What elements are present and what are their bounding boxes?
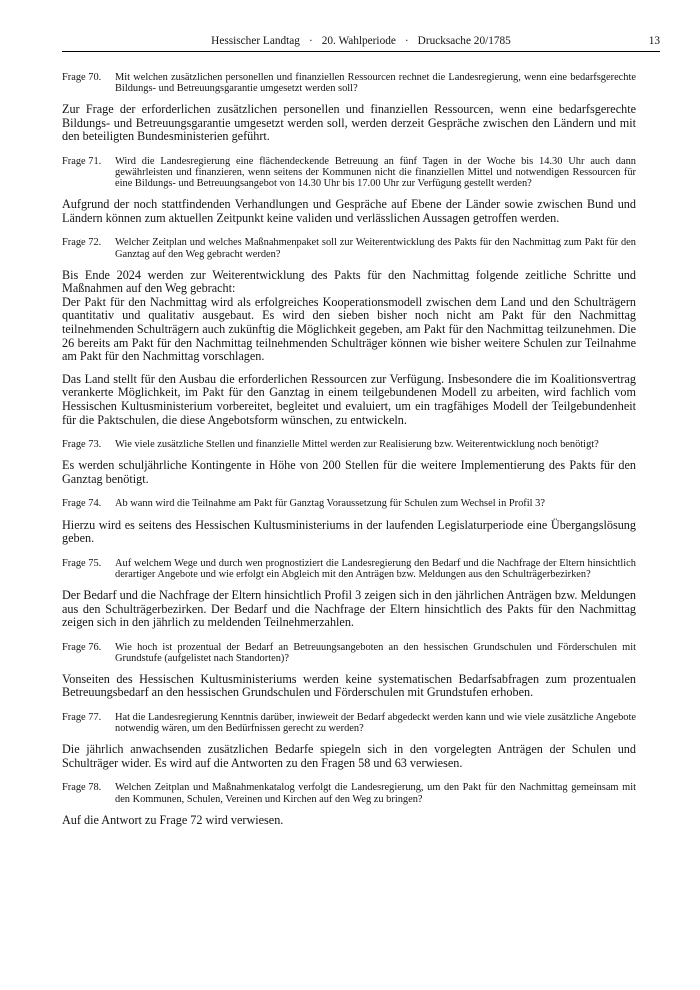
header-publisher: Hessischer Landtag: [211, 35, 300, 47]
question-text: Ab wann wird die Teilnahme am Pakt für Ganztag Voraussetzung für Schulen zum Wechsel in Profil 3?: [115, 498, 545, 510]
header-separator: ·: [308, 35, 313, 47]
answer-paragraph: Der Pakt für den Nachmittag wird als erfolgreiches Kooperationsmodell zwischen dem Land und den Schulträgern quantitativ und qualitativ ausgebaut. Es wird den sieben bisher noch nicht am Pakt für den Nachmittag teilnehmenden Schulträgern auch zukünftig die Möglichkeit gegeben, am Pakt für den Nachmittag teilzunehmen. Die 26 bereits am Pakt für den Nachmittag teilnehmenden Schulträger können wie bisher weitere Schulen zur Teilnahme am Pakt für den Nachmittag vorschlagen.: [62, 294, 636, 364]
answer-paragraph: Die jährlich anwachsenden zusätzlichen Bedarfe spiegeln sich in den vorgelegten Anträgen der Schulen und Schulträger wider. Es wird auf die Antworten zu den Fragen 58 und 63 verwiesen.: [62, 742, 636, 770]
answer-paragraph: Das Land stellt für den Ausbau die erforderlichen Ressourcen zur Verfügung. Insbesondere die im Koalitionsvertrag verankerte Möglichkeit, im Pakt für den Ganztag in einem teilgebundenen Modell zu arbeiten, wird fachlich vom Hessischen Kultusministerium vorbereitet, begleitet und evaluiert, um ein tragfähiges Modell der Teilgebundenheit für die Paktschulen, die diese Angebotsform wünschen, zu entwickeln.: [62, 371, 636, 427]
answer-paragraph: Aufgrund der noch stattfindenden Verhandlungen und Gespräche auf Ebene der Länder sowie zwischen Bund und Ländern können zum aktuellen Zeitpunkt keine validen und verlässlichen Aussagen getroffen werden.: [62, 197, 636, 225]
answer-paragraph: Auf die Antwort zu Frage 72 wird verwiesen.: [62, 812, 284, 827]
question-block-73: [62, 439, 636, 450]
answer-paragraph: Bis Ende 2024 werden zur Weiterentwicklung des Pakts für den Nachmittag folgende zeitliche Schritte und Maßnahmen auf den Weg gebracht:: [62, 267, 636, 296]
question-block-72: [62, 237, 636, 259]
question-label: Frage 71.: [62, 155, 102, 167]
question-label: Frage 70.: [62, 72, 102, 83]
question-label: Frage 73.: [62, 439, 102, 451]
question-label: Frage 72.: [62, 237, 102, 249]
header-document-number: Drucksache 20/1785: [417, 35, 511, 47]
header-separator: ·: [404, 35, 409, 47]
question-label: Frage 78.: [62, 782, 102, 794]
question-text: Auf welchem Wege und durch wen prognostiziert die Landesregierung den Bedarf und die Nachfrage der Eltern hinsichtlich derartiger Angebote und wie erfolgt ein Abgleich mit den Anträgen bzw. Meldungen aus den Schulträgerbezirken?: [115, 557, 636, 580]
header-period: 20. Wahlperiode: [321, 35, 396, 47]
question-block-75: [62, 558, 636, 580]
page-header: [62, 34, 660, 49]
question-block-78: [62, 782, 636, 804]
question-text: Welcher Zeitplan und welches Maßnahmenpaket soll zur Weiterentwicklung des Pakts für den Nachmittag zum Pakt für den Ganztag auf den Weg gebracht werden?: [115, 237, 636, 260]
answer-paragraph: Zur Frage der erforderlichen zusätzlichen personellen und finanziellen Ressourcen, wenn eine bedarfsgerechte Bildungs- und Betreuungsgarantie umgesetzt werden soll, werden derzeit Gespräche zwischen den Ländern und mit den beteiligten Bundesministerien geführt.: [62, 102, 636, 144]
question-block-71: [62, 156, 636, 189]
question-label: Frage 76.: [62, 641, 102, 653]
question-block-76: [62, 642, 636, 664]
question-label: Frage 74.: [62, 498, 102, 510]
answer-paragraph: Es werden schuljährliche Kontingente in Höhe von 200 Stellen für die weitere Implementierung des Pakts für den Ganztag benötigt.: [62, 458, 636, 486]
question-label: Frage 77.: [62, 712, 102, 724]
question-text: Welchen Zeitplan und Maßnahmenkatalog verfolgt die Landesregierung, um den Pakt für den Nachmittag gemeinsam mit den Kommunen, Schulen, Vereinen und Kirchen auf den Weg zu bringen?: [115, 782, 636, 805]
answer-paragraph: Vonseiten des Hessischen Kultusministeriums werden keine systematischen Bedarfsabfragen zum prozentualen Betreuungsbedarf an den hessischen Grundschulen und Förderschulen mit Grundstufen erhoben.: [62, 671, 636, 700]
question-block-74: [62, 498, 636, 509]
answer-paragraph: Hierzu wird es seitens des Hessischen Kultusministeriums in der laufenden Legislaturperiode eine Übergangslösung geben.: [62, 517, 636, 546]
question-block-70: [62, 72, 636, 94]
question-block-77: [62, 712, 636, 734]
question-text: Wie viele zusätzliche Stellen und finanzielle Mittel werden zur Realisierung bzw. Weiterentwicklung noch benötigt?: [115, 439, 599, 451]
page-number: 13: [648, 35, 660, 47]
header-title: [62, 34, 660, 49]
answer-paragraph: Der Bedarf und die Nachfrage der Eltern hinsichtlich Profil 3 zeigen sich in den jährlichen Anträgen bzw. Meldungen aus den Schulträgerbezirken. Der Bedarf und die Nachfrage der Eltern hinsichtlich des Pakts für den Nachmittag zeigen sich in den jährlich zu meldenden Teilnehmerzahlen.: [62, 587, 636, 630]
document-content: [62, 52, 660, 827]
question-text: Hat die Landesregierung Kenntnis darüber, inwieweit der Bedarf abgedeckt werden kann und wie viele zusätzliche Angebote notwendig wären, um den Bedürfnissen gerecht zu werden?: [115, 712, 636, 735]
question-text: Wird die Landesregierung eine flächendeckende Betreuung an fünf Tagen in der Woche bis 14.30 Uhr auch dann gewährleisten und finanzieren, wenn seitens der Kommunen nicht die finanziellen Mittel und notwendigen Ressourcen für eine Bildungs- und Betreuungsangebot von 14.30 Uhr bis 17.00 Uhr zur Verfügung gestellt werden?: [115, 155, 636, 190]
question-label: Frage 75.: [62, 557, 102, 569]
question-text: Wie hoch ist prozentual der Bedarf an Betreuungsangeboten an den hessischen Grundschulen und Förderschulen mit Grundstufe (aufgelistet nach Standorten)?: [115, 641, 636, 664]
question-text: Mit welchen zusätzlichen personellen und finanziellen Ressourcen rechnet die Landesregierung, wenn eine bedarfsgerechte Bildungs- und Betreuungsgarantie umgesetzt werden soll?: [115, 72, 636, 95]
